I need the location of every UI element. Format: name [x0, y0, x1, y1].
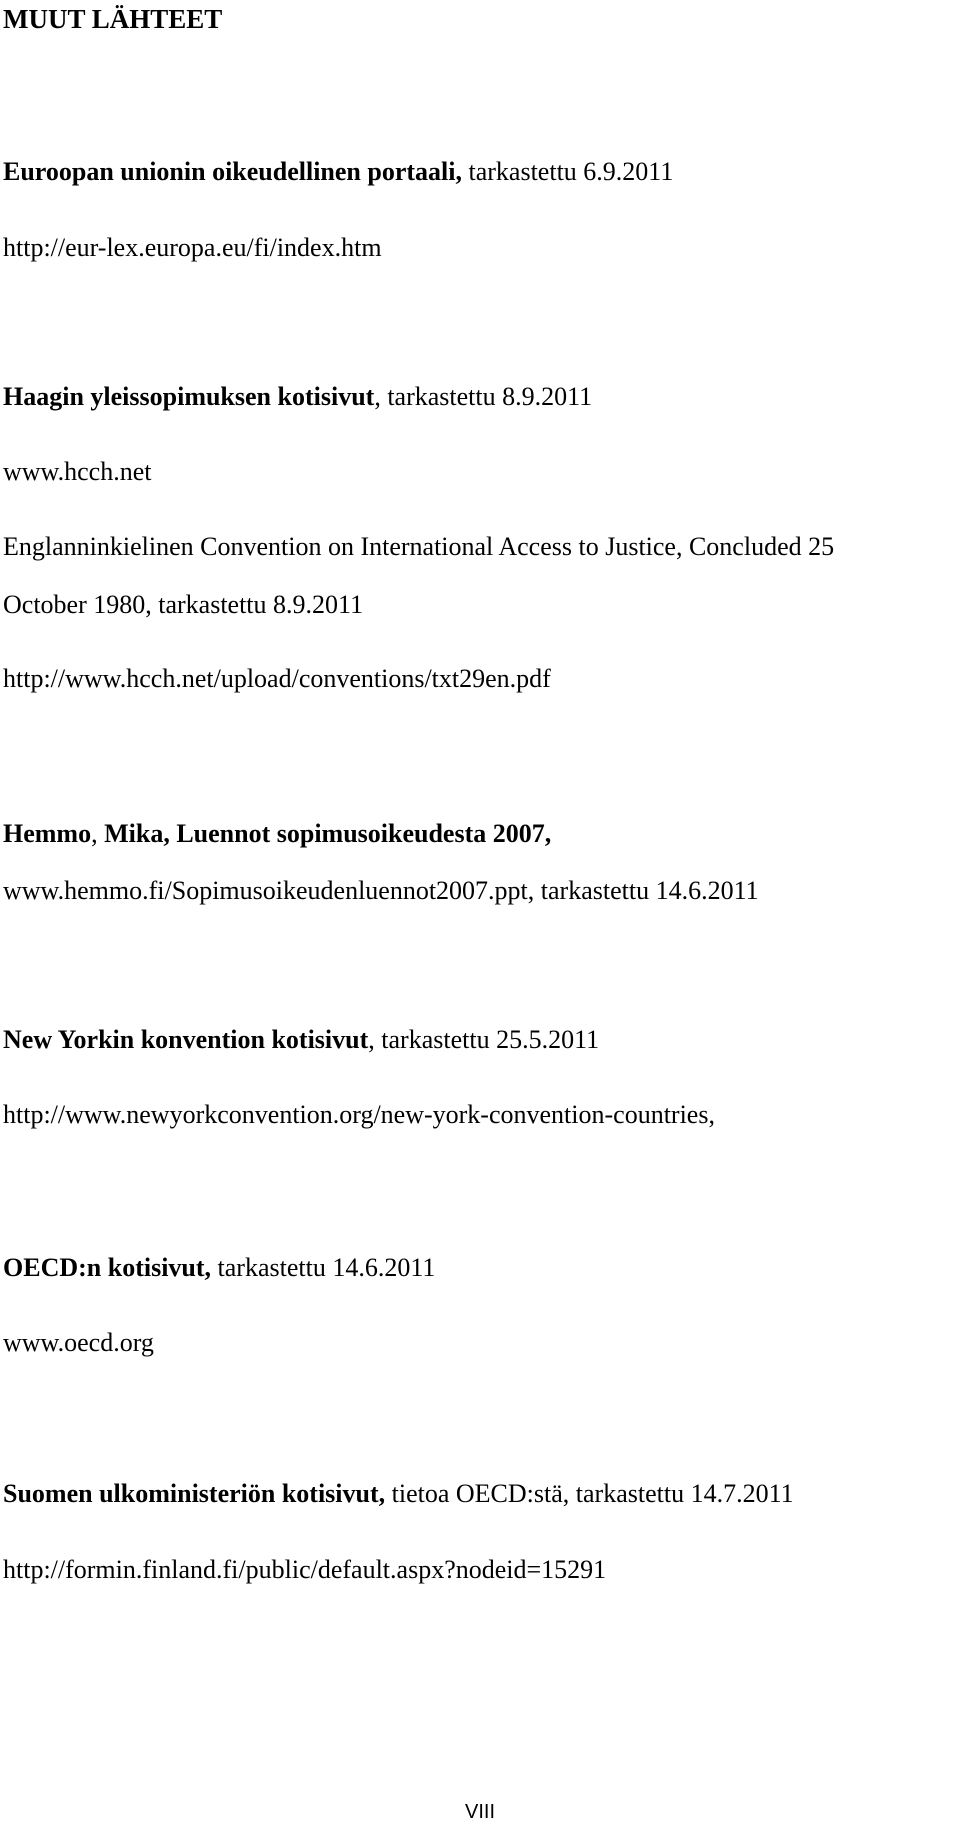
reference-title: Suomen ulkoministeriön kotisivut, [3, 1479, 386, 1508]
reference-title-line [3, 817, 551, 851]
reference-date: , tarkastettu 8.9.2011 [374, 382, 593, 411]
reference-url: http://www.hcch.net/upload/conventions/txt29en.pdf [3, 664, 551, 693]
reference-text-line: October 1980, tarkastettu 8.9.2011 [3, 590, 364, 619]
reference-title-line [3, 1477, 794, 1511]
reference-text-line: Englanninkielinen Convention on International Access to Justice, Concluded 25 [3, 532, 835, 561]
reference-date: , tarkastettu 25.5.2011 [368, 1025, 600, 1054]
reference-title-line [3, 380, 592, 414]
reference-title-line [3, 1023, 599, 1057]
reference-url: http://formin.finland.fi/public/default.aspx?nodeid=15291 [3, 1555, 607, 1584]
reference-title: New Yorkin konvention kotisivut [3, 1025, 369, 1054]
reference-date: tietoa OECD:stä, tarkastettu 14.7.2011 [385, 1479, 794, 1508]
reference-title: Mika, Luennot sopimusoikeudesta 2007, [104, 819, 552, 848]
reference-title: OECD:n kotisivut, [3, 1253, 212, 1282]
reference-separator: , [91, 819, 105, 848]
reference-url: www.oecd.org [3, 1328, 154, 1357]
reference-title-line [3, 155, 673, 189]
reference-title-line [3, 1251, 435, 1285]
reference-url: http://www.newyorkconvention.org/new-york-convention-countries, [3, 1100, 715, 1129]
reference-author: Hemmo [3, 819, 92, 848]
reference-title: Euroopan unionin oikeudellinen portaali, [3, 157, 462, 186]
reference-url: www.hemmo.fi/Sopimusoikeudenluennot2007.ppt, tarkastettu 14.6.2011 [3, 876, 759, 905]
reference-date: tarkastettu 14.6.2011 [211, 1253, 436, 1282]
reference-title: Haagin yleissopimuksen kotisivut [3, 382, 375, 411]
reference-url: www.hcch.net [3, 457, 152, 486]
section-heading: MUUT LÄHTEET [3, 4, 223, 34]
reference-url: http://eur-lex.europa.eu/fi/index.htm [3, 233, 382, 262]
page-number: VIII [464, 1801, 495, 1823]
reference-date: tarkastettu 6.9.2011 [462, 157, 674, 186]
